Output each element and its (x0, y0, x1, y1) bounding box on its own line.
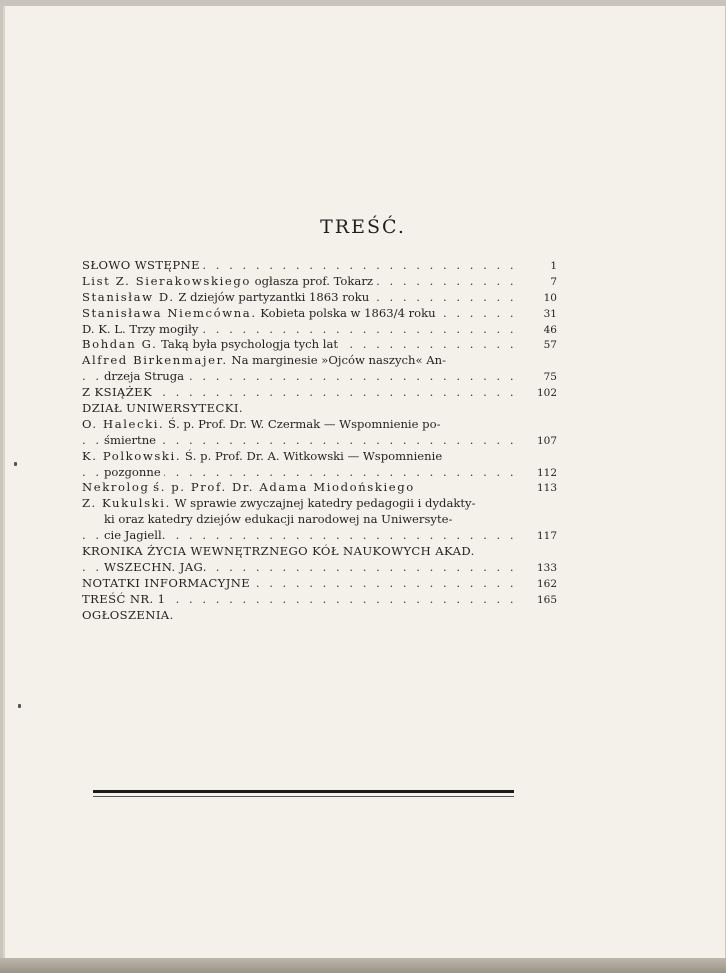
toc-entry-title: W sprawie zwyczajnej katedry pedagogii i dydakty- (174, 496, 476, 511)
toc-entry-title: Z KSIĄŻEK (82, 385, 155, 399)
toc-entry (82, 385, 557, 401)
toc-entry-author: Nekrolog (82, 480, 150, 495)
scan-speck (18, 704, 21, 708)
toc-entry (82, 480, 557, 496)
toc-page-number: 1 (550, 260, 557, 272)
page-title: TREŚĆ. (320, 216, 406, 238)
toc-entry-title-cont: drzeja Struga (104, 369, 187, 383)
toc-entry-title: Taką była psychologja tych lat (161, 337, 339, 352)
toc-page-number: 102 (536, 387, 557, 400)
toc-entry-author: Bohdan G. (82, 337, 158, 352)
toc-entry-title-cont: WSZECHN. JAG. (104, 560, 210, 574)
toc-entry-title: SŁOWO WSTĘPNE (82, 258, 203, 272)
toc-page-number: 107 (536, 434, 557, 447)
horizontal-rule-thin (93, 796, 514, 797)
toc-page-number: 7 (550, 275, 557, 288)
toc-page-number: 10 (543, 291, 557, 304)
toc-entry-title-cont: ki oraz katedry dziejów edukacji narodowej na Uniwersyte- (104, 512, 455, 526)
toc-entry (82, 273, 557, 290)
toc-entry-title: Z dziejów partyzantki 1863 roku (178, 289, 370, 304)
toc-entry-title: TREŚĆ NR. 1 (82, 592, 168, 606)
toc-entry-title-cont: pozgonne (104, 465, 164, 479)
toc-entry-title-cont: śmiertne (104, 433, 159, 447)
toc-entry-author: Z. Kukulski. (82, 496, 171, 511)
toc-entry (82, 321, 557, 338)
toc-entry (82, 337, 557, 353)
toc-entry-title: NOTATKI INFORMACYJNE (82, 576, 253, 590)
toc-entry (82, 416, 557, 449)
toc-page-number: 113 (536, 482, 557, 495)
toc-entry-author: Alfred Birkenmajer. (82, 353, 228, 368)
toc-entry-title: Ś. p. Prof. Dr. W. Czermak — Wspomnienie po- (168, 416, 441, 431)
toc-entry (82, 289, 557, 306)
toc-entry (82, 448, 557, 481)
toc-entry-author: Stanisława Niemcówna. (82, 305, 257, 320)
toc-entry-author: D. K. L. (82, 321, 126, 336)
toc-entry (82, 258, 557, 274)
toc-entry-author: Stanisław D. (82, 289, 175, 304)
toc-entry-title: Trzy mogiły (129, 321, 199, 336)
scan-speck (14, 462, 17, 466)
page-bottom-edge (0, 958, 726, 973)
toc-page-number: 117 (536, 530, 557, 543)
toc-entry-title: DZIAŁ UNIWERSYTECKI. (82, 401, 246, 415)
toc-page-number: 57 (543, 339, 557, 352)
toc-entry (82, 608, 552, 624)
toc-entry (82, 544, 557, 576)
toc-entry-author: K. Polkowski. (82, 448, 182, 463)
toc-entry (82, 591, 557, 608)
table-of-contents (82, 258, 557, 623)
toc-entry-title: Kobieta polska w 1863/4 roku (260, 305, 436, 320)
toc-page-number: 31 (543, 307, 557, 320)
toc-entry (82, 575, 557, 592)
toc-entry-title: Na marginesie »Ojców naszych« An- (231, 353, 447, 368)
toc-entry-author: O. Halecki. (82, 416, 165, 431)
toc-entry (82, 353, 557, 385)
toc-entry (82, 305, 557, 322)
horizontal-rule-thick (93, 790, 514, 793)
toc-page-number: 165 (536, 593, 557, 606)
toc-page-number: 75 (543, 371, 557, 384)
toc-entry-title: Ś. p. Prof. Dr. A. Witkowski — Wspomnienie (184, 448, 443, 463)
toc-section-heading (82, 401, 552, 417)
toc-entry-title: KRONIKA ŻYCIA WEWNĘTRZNEGO KÓŁ NAUKOWYCH AKAD. (82, 544, 478, 558)
toc-page-number: 162 (536, 577, 557, 590)
toc-entry (82, 496, 557, 544)
toc-page-number: 112 (536, 466, 557, 479)
toc-entry-title: OGŁOSZENIA. (82, 608, 177, 622)
toc-entry-title-cont: cie Jagiell. (104, 528, 168, 542)
toc-entry-title: ś. p. Prof. Dr. Adama Miodońskiego (153, 480, 415, 495)
toc-page-number: 46 (543, 323, 557, 336)
toc-entry-title: ogłasza prof. Tokarz (254, 273, 373, 288)
toc-entry-author: List Z. Sierakowskiego (82, 273, 251, 288)
toc-page-number: 133 (536, 562, 557, 575)
